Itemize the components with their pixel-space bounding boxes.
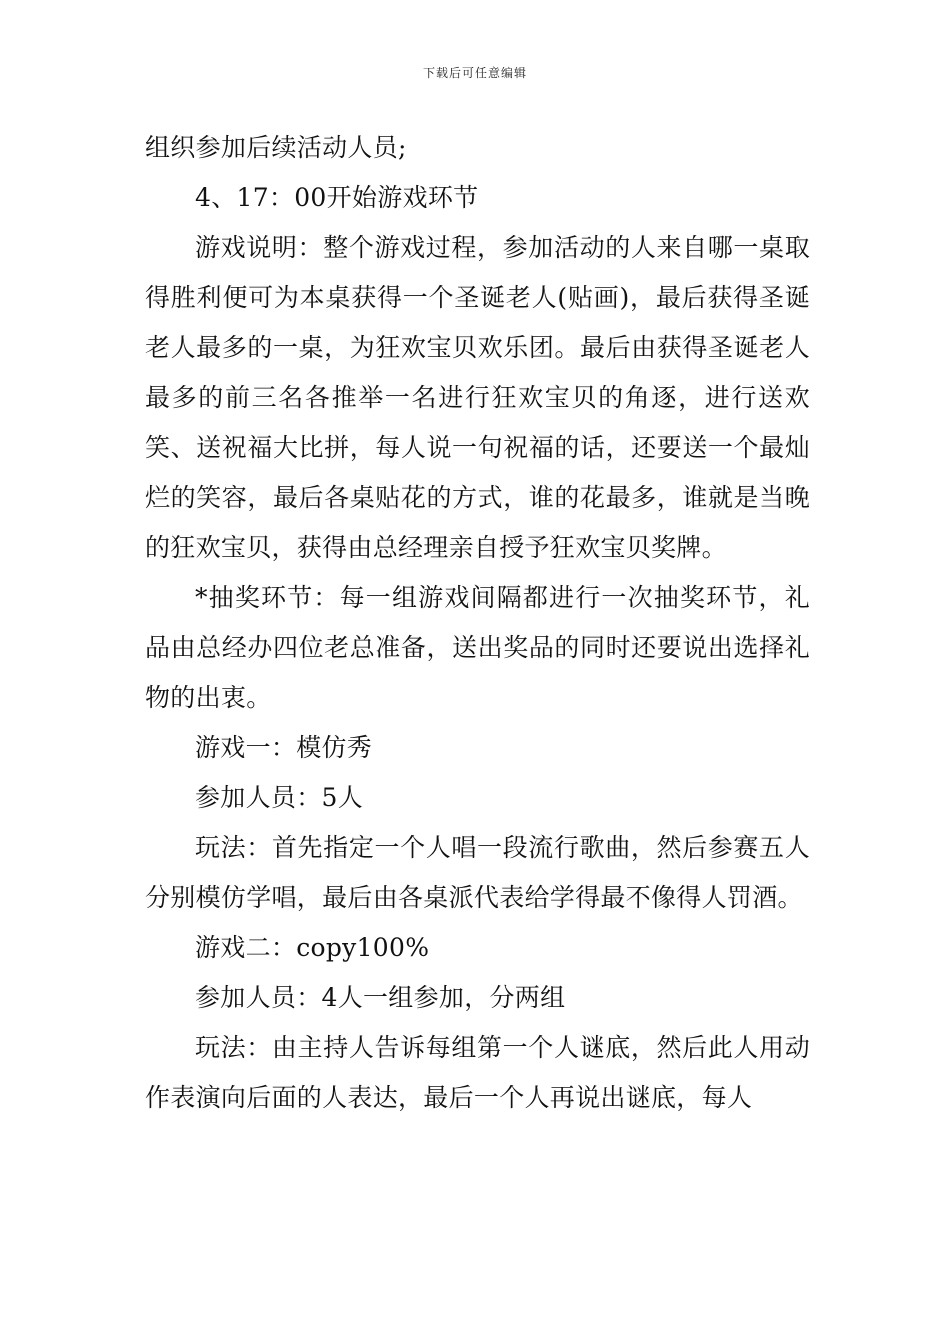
paragraph: 游戏一：模仿秀 (195, 733, 373, 762)
paragraph: 玩法：首先指定一个人唱一段流行歌曲，然后参赛五人分别模仿学唱，最后由各桌派代表给学得最不像得人罚酒。 (145, 833, 810, 912)
paragraph: 游戏说明：整个游戏过程，参加活动的人来自哪一桌取得胜利便可为本桌获得一个圣诞老人(贴画)，最后获得圣诞老人最多的一桌，为狂欢宝贝欢乐团。最后由获得圣诞老人最多的前三名各推举一名进行狂欢宝贝的角逐，进行送欢笑、送祝福大比拼，每人说一句祝福的话，还要送一个最灿烂的笑容，最后各桌贴花的方式，谁的花最多，谁就是当晚的狂欢宝贝，获得由总经理亲自授予狂欢宝贝奖牌。 (145, 233, 810, 562)
paragraph: 玩法：由主持人告诉每组第一个人谜底，然后此人用动作表演向后面的人表达，最后一个人再说出谜底，每人 (145, 1033, 810, 1112)
paragraph: *抽奖环节：每一组游戏间隔都进行一次抽奖环节，礼品由总经办四位老总准备，送出奖品的同时还要说出选择礼物的出衷。 (145, 583, 810, 712)
page-header: 下载后可任意编辑 (422, 66, 527, 80)
document-body (145, 123, 810, 1123)
paragraph: 组织参加后续活动人员; (145, 133, 407, 162)
paragraph: 4、17：00开始游戏环节 (195, 183, 479, 212)
paragraph: 参加人员：5人 (195, 783, 364, 812)
paragraph: 参加人员：4人一组参加，分两组 (195, 983, 566, 1012)
paragraph: 游戏二：copy100% (195, 933, 430, 962)
